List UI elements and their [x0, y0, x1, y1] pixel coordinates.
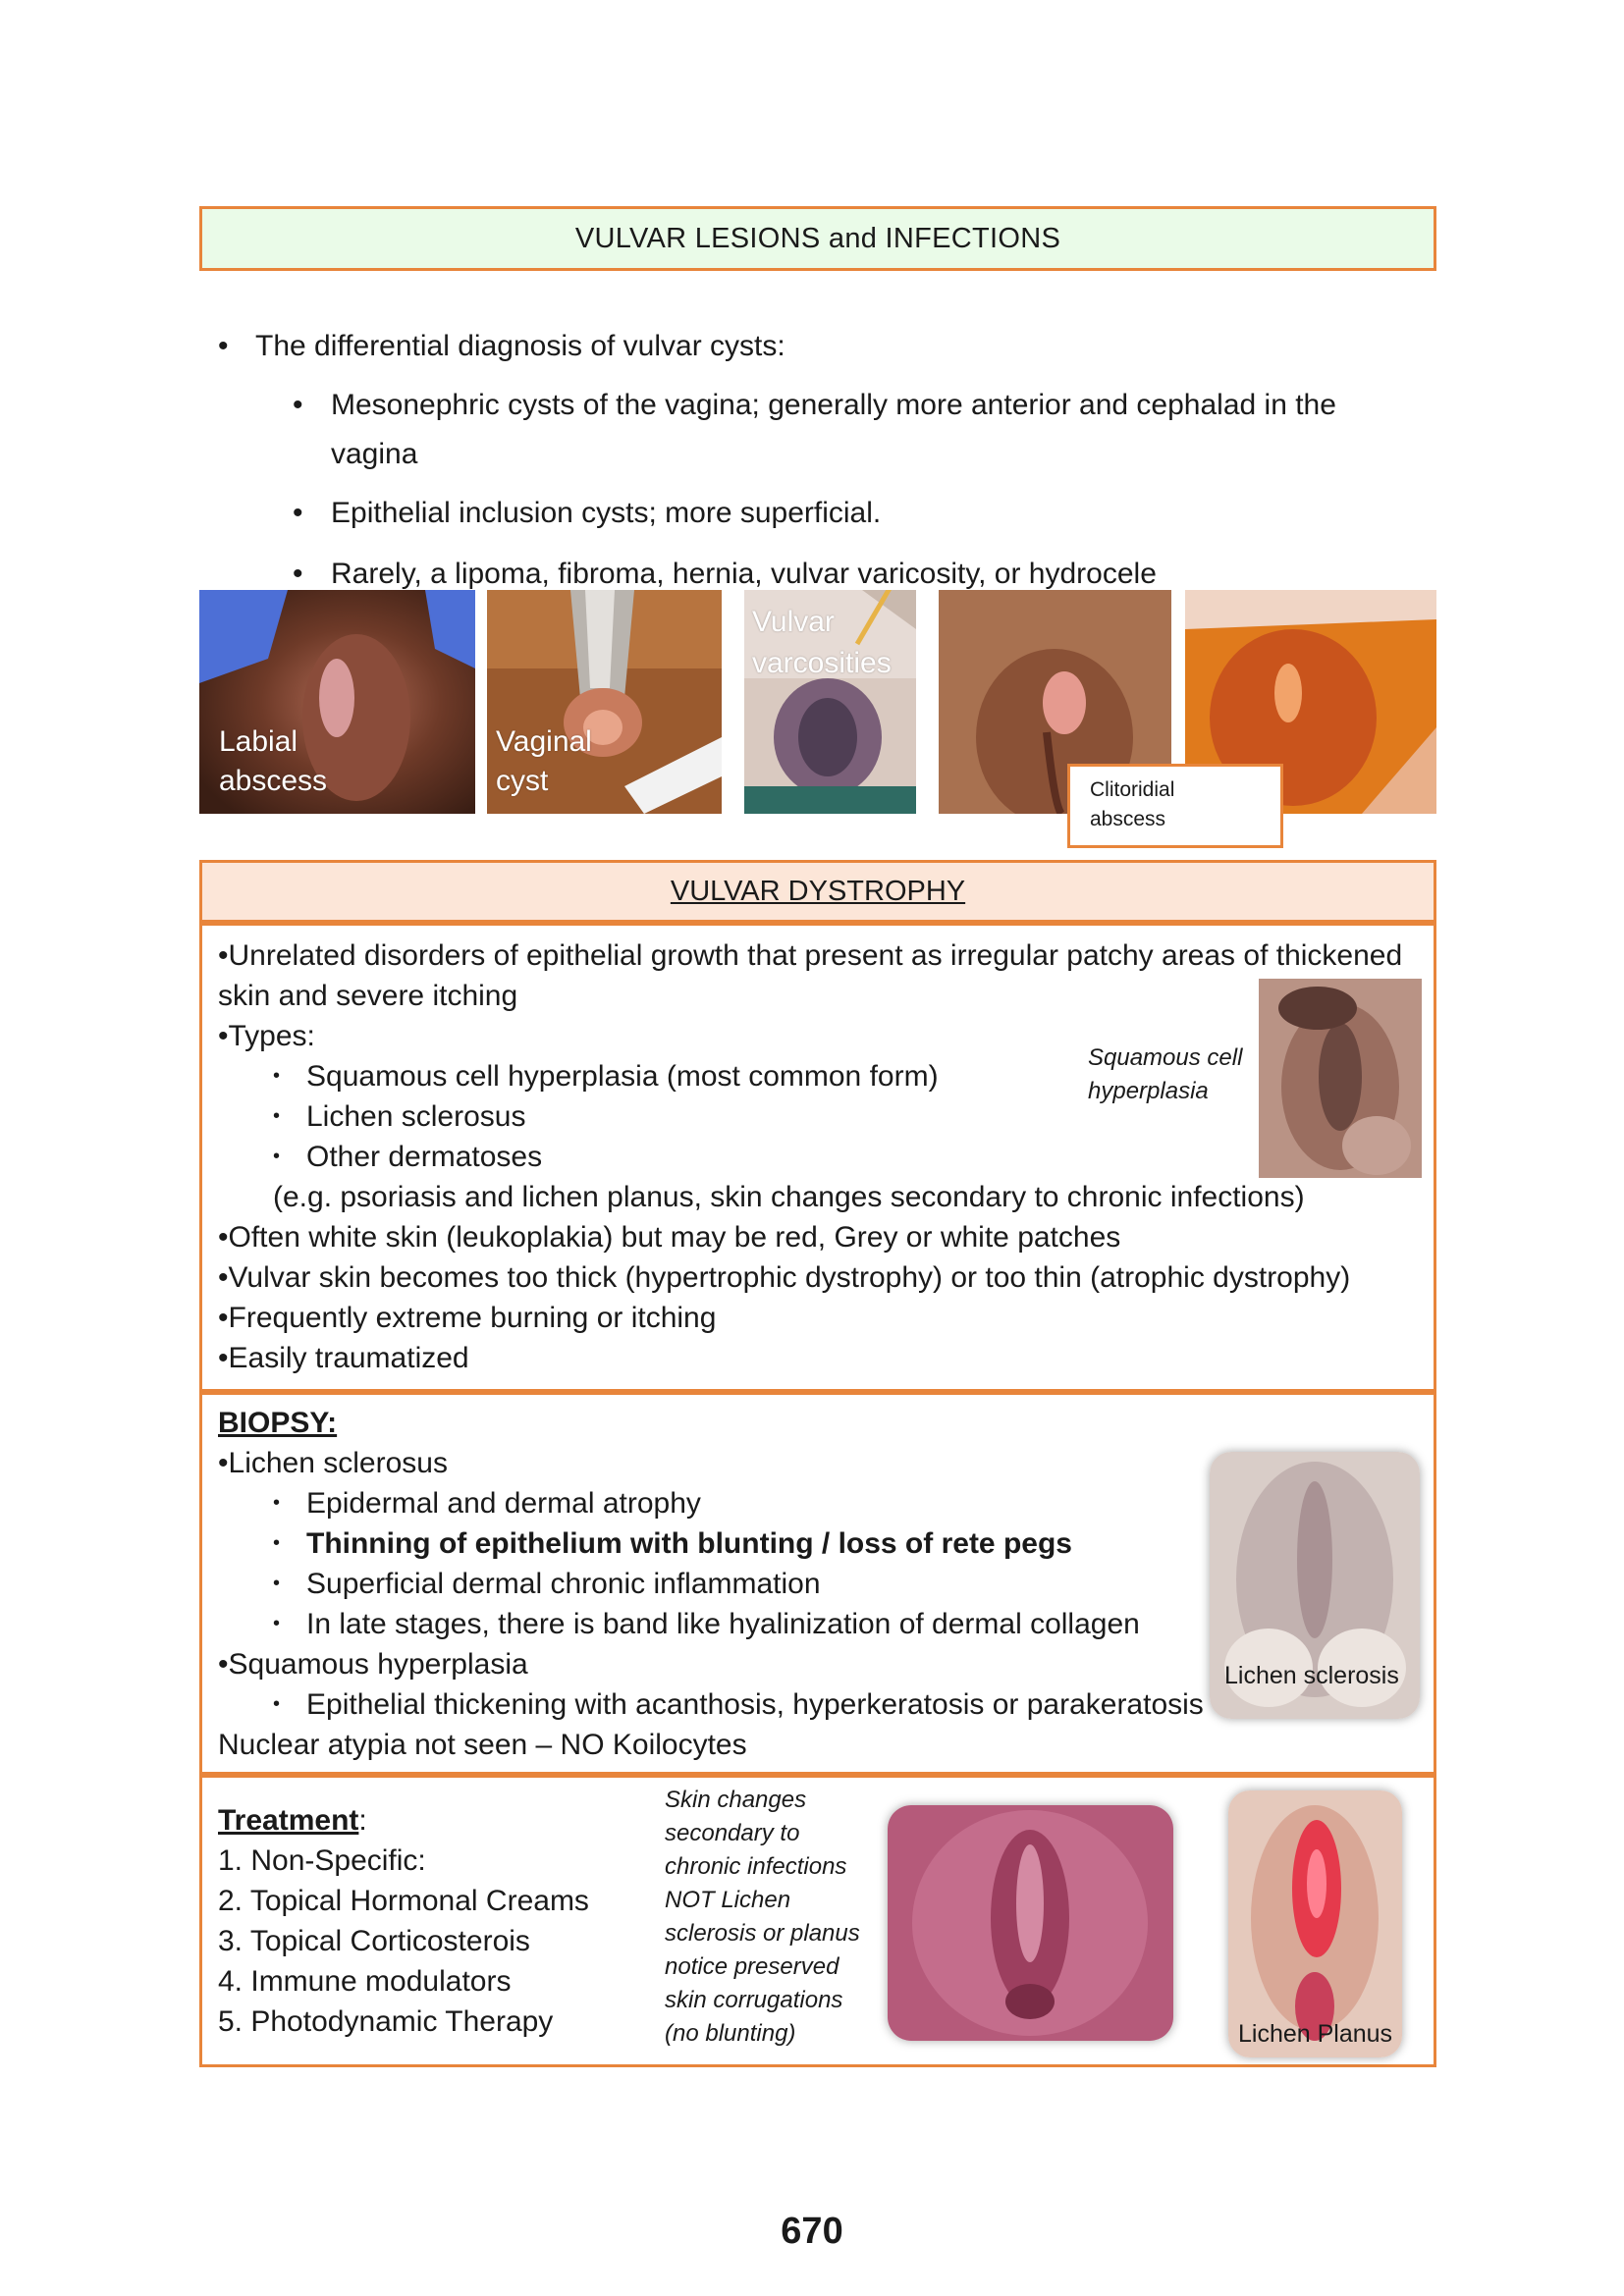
page-title: VULVAR LESIONS and INFECTIONS	[199, 206, 1436, 271]
treatment-note: skin corrugations	[665, 1987, 843, 2013]
treatment-item: 1. Non-Specific:	[218, 1844, 426, 1877]
bullet: •	[293, 497, 303, 529]
bullet: •	[273, 1613, 281, 1634]
biopsy-note: Nuclear atypia not seen – NO Koilocytes	[218, 1729, 747, 1761]
treatment-note: notice preserved	[665, 1953, 839, 1980]
bullet: •	[273, 1105, 281, 1127]
dystrophy-fact: •Easily traumatized	[218, 1342, 469, 1374]
treatment-item: 2. Topical Hormonal Creams	[218, 1885, 589, 1917]
dystrophy-fact: •Often white skin (leukoplakia) but may be red, Grey or white patches	[218, 1221, 1121, 1254]
bullet: •	[273, 1532, 281, 1554]
biopsy-item: Superficial dermal chronic inflammation	[306, 1568, 821, 1600]
clitoridial-abscess-callout	[1067, 764, 1283, 848]
photo-label: Vaginal	[496, 725, 592, 758]
treatment-note: sclerosis or planus	[665, 1920, 860, 1947]
dystrophy-heading: VULVAR DYSTROPHY	[199, 860, 1436, 923]
squamous-hyperplasia-photo	[1259, 979, 1422, 1178]
treatment-item: 5. Photodynamic Therapy	[218, 2005, 554, 2038]
photo-label: Labial	[219, 725, 298, 758]
bullet: •	[293, 558, 303, 590]
bullet: •	[218, 330, 229, 362]
type-item: Squamous cell hyperplasia (most common form)	[306, 1060, 939, 1093]
bullet: •	[273, 1146, 281, 1167]
cyst-item: vagina	[331, 438, 418, 470]
treatment-item: 3. Topical Corticosterois	[218, 1925, 530, 1957]
treatment-heading	[218, 1800, 367, 1841]
dystrophy-intro: •Unrelated disorders of epithelial growth that present as irregular patchy areas of thickened	[218, 939, 1403, 972]
bullet: •	[273, 1065, 281, 1087]
biopsy-item: Epidermal and dermal atrophy	[306, 1487, 701, 1520]
photo-label: varcosities	[752, 647, 892, 679]
image-caption: hyperplasia	[1088, 1078, 1209, 1104]
type-item: Other dermatoses	[306, 1141, 543, 1173]
treatment-note: chronic infections	[665, 1853, 847, 1880]
callout-line: Clitoridial	[1090, 778, 1175, 801]
types-label: •Types:	[218, 1020, 315, 1052]
image-caption: Squamous cell	[1088, 1044, 1243, 1071]
bullet: •	[273, 1492, 281, 1514]
biopsy-ls-label: •Lichen sclerosus	[218, 1447, 448, 1479]
cyst-item: Epithelial inclusion cysts; more superficial.	[331, 497, 882, 529]
treatment-item: 4. Immune modulators	[218, 1965, 512, 1998]
biopsy-sh-label: •Squamous hyperplasia	[218, 1648, 528, 1681]
type-item: Lichen sclerosus	[306, 1100, 526, 1133]
photo-label: cyst	[496, 765, 549, 797]
biopsy-item: Thinning of epithelium with blunting / loss of rete pegs	[306, 1527, 1072, 1560]
bullet: •	[273, 1573, 281, 1594]
treatment-title: Treatment	[218, 1804, 359, 1837]
bullet: •	[273, 1693, 281, 1715]
biopsy-item: In late stages, there is band like hyalinization of dermal collagen	[306, 1608, 1140, 1640]
bullet: •	[293, 389, 303, 421]
cyst-item: Mesonephric cysts of the vagina; generally more anterior and cephalad in the	[331, 389, 1336, 421]
biopsy-heading: BIOPSY:	[218, 1407, 338, 1439]
treatment-note: Skin changes	[665, 1787, 807, 1813]
photo-label: abscess	[219, 765, 328, 797]
treatment-note: (no blunting)	[665, 2020, 796, 2047]
dystrophy-fact: •Frequently extreme burning or itching	[218, 1302, 717, 1334]
photo-label: Vulvar	[752, 606, 835, 638]
cyst-item: Rarely, a lipoma, fibroma, hernia, vulvar varicosity, or hydrocele	[331, 558, 1157, 590]
chronic-infection-photo	[888, 1805, 1173, 2041]
cysts-heading: The differential diagnosis of vulvar cysts:	[255, 330, 785, 362]
page-number: 670	[781, 2211, 843, 2252]
callout-line: abscess	[1090, 808, 1166, 830]
treatment-note: NOT Lichen	[665, 1887, 791, 1913]
type-example: (e.g. psoriasis and lichen planus, skin changes secondary to chronic infections)	[273, 1181, 1305, 1213]
treatment-note: secondary to	[665, 1820, 800, 1846]
image-caption: Lichen sclerosis	[1224, 1662, 1399, 1689]
treatment-colon: :	[358, 1804, 367, 1837]
biopsy-item: Epithelial thickening with acanthosis, hyperkeratosis or parakeratosis	[306, 1688, 1204, 1721]
dystrophy-intro: skin and severe itching	[218, 980, 518, 1012]
dystrophy-fact: •Vulvar skin becomes too thick (hypertrophic dystrophy) or too thin (atrophic dystrophy)	[218, 1261, 1351, 1294]
image-caption: Lichen Planus	[1238, 2020, 1393, 2048]
